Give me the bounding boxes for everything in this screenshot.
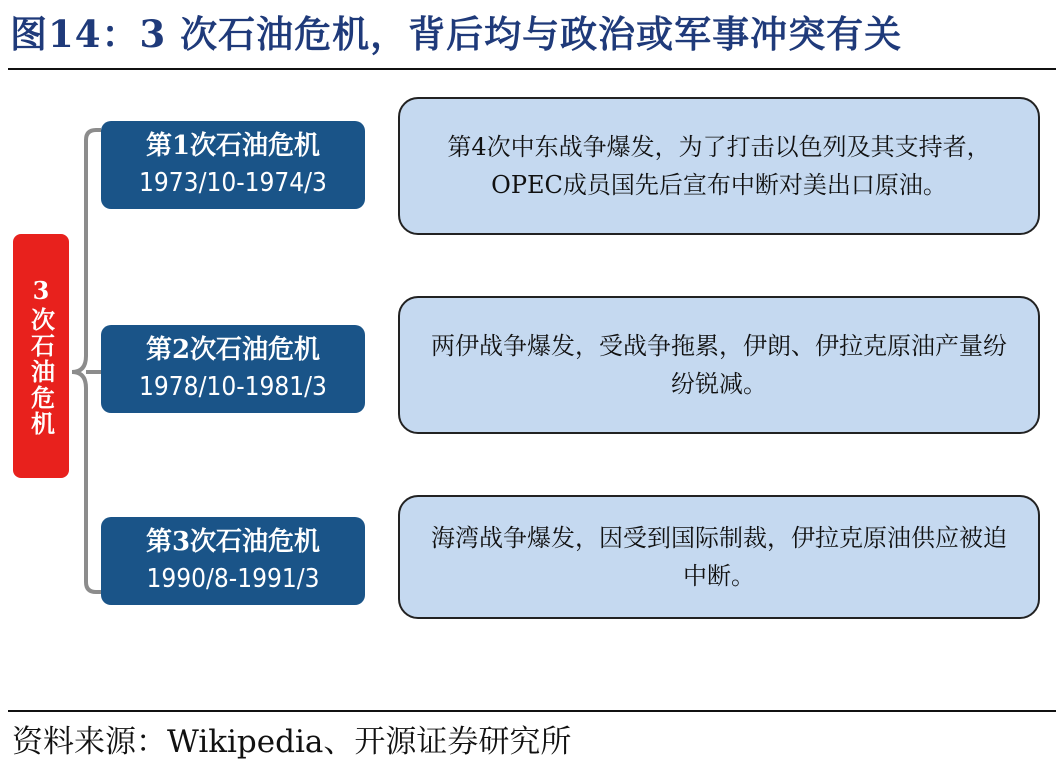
crisis-name: 第2次石油危机 [145, 335, 321, 365]
crisis-dates: 1978/10-1981/3 [139, 372, 327, 402]
crisis-name: 第3次石油危机 [145, 527, 321, 557]
description-text: 两伊战争爆发，受战争拖累，伊朗、伊拉克原油产量纷纷锐减。 [431, 332, 1007, 398]
crisis-node-2 [101, 325, 365, 413]
crisis-node-1 [101, 121, 365, 209]
source-note: 资料来源：Wikipedia、开源证券研究所 [12, 724, 572, 760]
description-box-2 [398, 296, 1040, 434]
description-box-1 [398, 97, 1040, 235]
crisis-name: 第1次石油危机 [145, 131, 321, 161]
description-box-3 [398, 495, 1040, 619]
root-node [13, 234, 69, 478]
crisis-node-3 [101, 517, 365, 605]
figure-title: 图14：3 次石油危机，背后均与政治或军事冲突有关 [10, 12, 903, 56]
description-text: 第4次中东战争爆发，为了打击以色列及其支持者，OPEC成员国先后宣布中断对美出口原油。 [447, 133, 991, 199]
crisis-dates: 1990/8-1991/3 [146, 564, 320, 594]
description-text: 海湾战争爆发，因受到国际制裁，伊拉克原油供应被迫中断。 [431, 524, 1007, 590]
crisis-dates: 1973/10-1974/3 [139, 168, 327, 198]
root-label: 3次石油危机 [26, 275, 56, 437]
bottom-divider [8, 710, 1056, 712]
bracket-line [72, 130, 101, 592]
